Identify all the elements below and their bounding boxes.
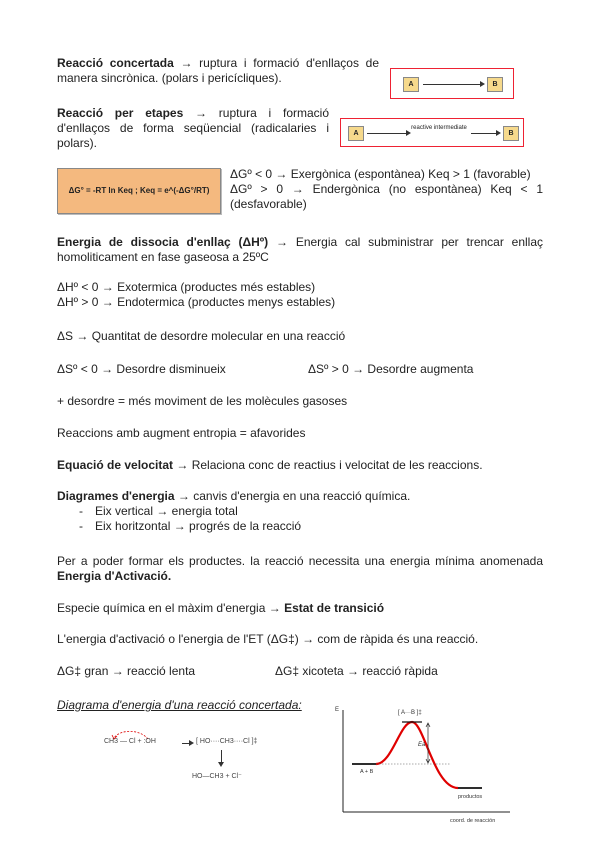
transition-paragraph: [57, 601, 384, 616]
enthalpy-line-2: ΔHº > 0 → Endotermica (productes menys estables): [57, 295, 336, 309]
intermediate-label: reactive intermediate: [411, 125, 467, 131]
transition-text: Especie química en el màxim d'energia →: [57, 601, 285, 615]
activation-text: Per a poder formar els productes. la reacció necessita una energia mínima anomenada: [57, 554, 543, 568]
y-axis-label: E: [335, 707, 340, 713]
products-label: productos: [458, 794, 483, 800]
sn2-reactants: CH3 — Cl + :OH: [104, 738, 156, 745]
ts-label: [ A···B ]‡: [398, 710, 422, 716]
stepwise-paragraph: [57, 106, 329, 151]
activation-paragraph: [57, 554, 543, 584]
diagrams-section: [57, 489, 543, 534]
transition-term: Estat de transició: [284, 601, 385, 615]
enthalpy-line-1: ΔHº < 0 → Exotermica (productes més estables): [57, 280, 316, 294]
arrow-icon: [367, 133, 407, 134]
concerted-diagram-title: Diagrama d'energia d'una reacció concertada:: [57, 698, 302, 712]
node-b: B: [487, 77, 503, 92]
concerted-paragraph: [57, 56, 379, 86]
entropy-neg: ΔSº < 0 → Desordre disminueix: [57, 362, 226, 376]
gibbs-formula: ΔG° = -RT ln Keq ; Keq = e^(-ΔG°/RT): [68, 186, 210, 195]
list-item: - Eix horitzontal → progrés de la reacció: [57, 519, 543, 534]
entropy-def: ΔS → Quantitat de desordre molecular en una reacció: [57, 329, 346, 343]
bond-term: Energia de dissocia d'enllaç (ΔHº): [57, 235, 269, 249]
entropy-pos: ΔSº > 0 → Desordre augmenta: [308, 362, 474, 376]
stepwise-scheme-box: [340, 118, 524, 147]
x-axis-label: coord. de reacción: [450, 818, 496, 824]
node-a: A: [348, 126, 364, 141]
arrowhead: [218, 762, 224, 767]
reactants-label: A + B: [360, 769, 374, 775]
arrow-icon: [182, 743, 190, 744]
rate-paragraph: [57, 458, 483, 473]
gibbs-paragraph: [230, 167, 543, 212]
energy-diagram: [330, 700, 530, 840]
diagrams-desc: → canvis d'energia en una reacció química.: [174, 489, 411, 503]
concerted-desc: → ruptura i formació d'enllaços de manera sincrònica. (polars i pericícliques).: [57, 56, 380, 85]
stepwise-term: Reacció per etapes: [57, 106, 184, 120]
entropy-note-2: Reaccions amb augment entropia = afavorides: [57, 426, 306, 440]
sn2-products: HO—CH3 + Cl⁻: [192, 773, 242, 780]
bond-paragraph: [57, 235, 543, 265]
arrow-icon: [471, 133, 497, 134]
node-b: B: [503, 126, 519, 141]
concerted-term: Reacció concertada: [57, 56, 174, 70]
sn2-transition-state: [ HO····CH3····Cl ]‡: [196, 738, 258, 745]
sn2-scheme: [100, 728, 300, 788]
list-item: - Eix vertical → energia total: [57, 504, 543, 519]
entropy-note-1: + desordre = més moviment de les molècules gasoses: [57, 394, 348, 408]
stepwise-desc: → ruptura i formació d'enllaços de forma seqüencial (radicalaries i polars).: [57, 106, 329, 150]
concerted-scheme-box: [390, 68, 514, 99]
gibbs-line-2: ΔGº > 0 → Endergònica (no espontànea) Keq < 1 (desfavorable): [230, 182, 543, 211]
ea-label: Ea: [418, 742, 426, 748]
energy-curve: [376, 722, 458, 788]
rate-term: Equació de velocitat: [57, 458, 174, 472]
diagrams-term: Diagrames d'energia: [57, 489, 175, 503]
node-a: A: [403, 77, 419, 92]
rate-desc: → Relaciona conc de reactius i velocitat de les reaccions.: [173, 458, 483, 472]
arrow-icon: [423, 84, 481, 85]
enthalpy-paragraph: [57, 280, 335, 310]
gibbs-formula-box: [57, 168, 221, 214]
gibbs-line-1: ΔGº < 0 → Exergònica (espontànea) Keq > 1 (favorable): [230, 167, 531, 181]
activation-term: Energia d'Activació.: [57, 569, 172, 583]
bond-desc: → Energia cal subministrar per trencar enllaç homoliticament en fase gaseosa a 25ºC: [57, 235, 544, 264]
et-big: ΔG‡ gran → reacció lenta: [57, 664, 196, 678]
diagrams-list: [57, 504, 543, 534]
et-text: L'energia d'activació o l'energia de l'ET (ΔG‡) → com de ràpida és una reacció.: [57, 632, 479, 646]
et-small: ΔG‡ xicoteta → reacció ràpida: [275, 664, 438, 678]
